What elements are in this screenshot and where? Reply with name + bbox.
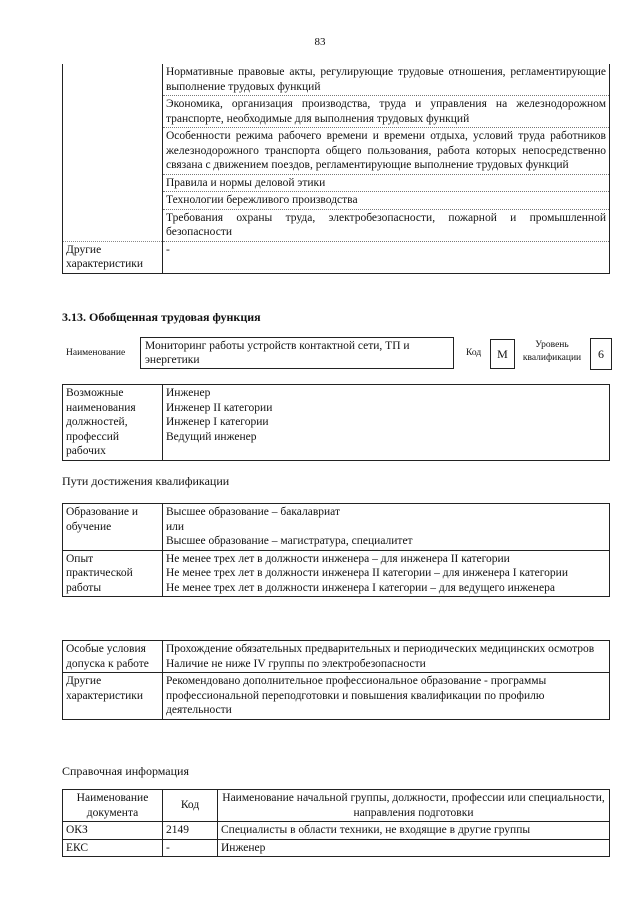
other-characteristics-value: -: [163, 241, 610, 273]
conditions-table: [62, 640, 610, 720]
position-item: Инженер: [166, 387, 211, 399]
education-line: Высшее образование – бакалавриат: [166, 506, 340, 518]
positions-list: [163, 385, 610, 461]
position-item: Ведущий инженер: [166, 430, 257, 443]
function-name: Мониторинг работы устройств контактной сети, ТП и энергетики: [140, 337, 454, 369]
knowledge-item: Технологии бережливого производства: [163, 192, 610, 210]
education-label: Образование и обучение: [63, 504, 163, 551]
experience-line: Не менее трех лет в должности инженера II категории – для инженера I категории: [166, 567, 568, 579]
experience-line: Не менее трех лет в должности инженера I категории – для ведущего инженера: [166, 581, 555, 594]
level-label: Уровень квалификации: [522, 340, 582, 363]
page-number: 83: [314, 36, 326, 48]
special-conditions-value: [163, 641, 610, 673]
knowledge-item: Особенности режима рабочего времени и времени отдыха, условий труда работников железнодорожного транспорта общего пользования, работа которых непосредственно связана с движением поездов, регламентирующие выполнение трудовых функций: [163, 128, 610, 175]
education-value: [163, 504, 610, 551]
special-condition-line: Наличие не ниже IV группы по электробезопасности: [166, 657, 426, 670]
qualification-table: [62, 503, 610, 597]
positions-table: [62, 384, 610, 461]
position-item: Инженер II категории: [166, 401, 273, 414]
code-value: M: [490, 339, 515, 369]
knowledge-item: Правила и нормы деловой этики: [163, 174, 610, 192]
ref-header-name: Наименование начальной группы, должности, профессии или специальности, направления подготовки: [218, 790, 610, 822]
ref-cell: -: [163, 839, 218, 857]
education-line: или: [166, 520, 185, 533]
position-item: Инженер I категории: [166, 416, 269, 428]
name-label: Наименование: [66, 348, 126, 358]
knowledge-item: Нормативные правовые акты, регулирующие трудовые отношения, регламентирующие выполнение трудовых функций: [163, 64, 610, 96]
section-heading: 3.13. Обобщенная трудовая функция: [62, 310, 261, 324]
reference-title: Справочная информация: [62, 764, 189, 778]
knowledge-table: [62, 64, 610, 274]
ref-cell: Специалисты в области техники, не входящие в другие группы: [218, 822, 610, 840]
qualification-paths-title: Пути достижения квалификации: [62, 474, 230, 488]
special-conditions-label: Особые условия допуска к работе: [63, 641, 163, 673]
experience-label: Опыт практической работы: [63, 550, 163, 597]
ref-cell: 2149: [163, 822, 218, 840]
ref-cell: Инженер: [218, 839, 610, 857]
positions-label: Возможные наименования должностей, профессий рабочих: [63, 385, 163, 461]
ref-cell: ОКЗ: [63, 822, 163, 840]
ref-header-document: Наименование документа: [63, 790, 163, 822]
education-line: Высшее образование – магистратура, специалитет: [166, 535, 413, 547]
reference-table: [62, 789, 610, 857]
experience-line: Не менее трех лет в должности инженера – для инженера II категории: [166, 552, 510, 565]
special-condition-line: Прохождение обязательных предварительных и периодических медицинских осмотров: [166, 643, 595, 655]
experience-value: [163, 550, 610, 597]
knowledge-item: Требования охраны труда, электробезопасности, пожарной и промышленной безопасности: [163, 209, 610, 241]
ref-cell: ЕКС: [63, 839, 163, 857]
other-characteristics-label: Другие характеристики: [63, 673, 163, 720]
knowledge-item: Экономика, организация производства, труда и управления на железнодорожном транспорте, необходимые для выполнения трудовых функций: [163, 96, 610, 128]
code-label: Код: [466, 348, 482, 358]
level-value: 6: [590, 338, 612, 370]
ref-header-code: Код: [163, 790, 218, 822]
other-characteristics-value: Рекомендовано дополнительное профессиональное образование - программы профессиональной переподготовки и повышения квалификации по профилю деятельности: [163, 673, 610, 720]
other-characteristics-label: Другие характеристики: [63, 241, 163, 273]
